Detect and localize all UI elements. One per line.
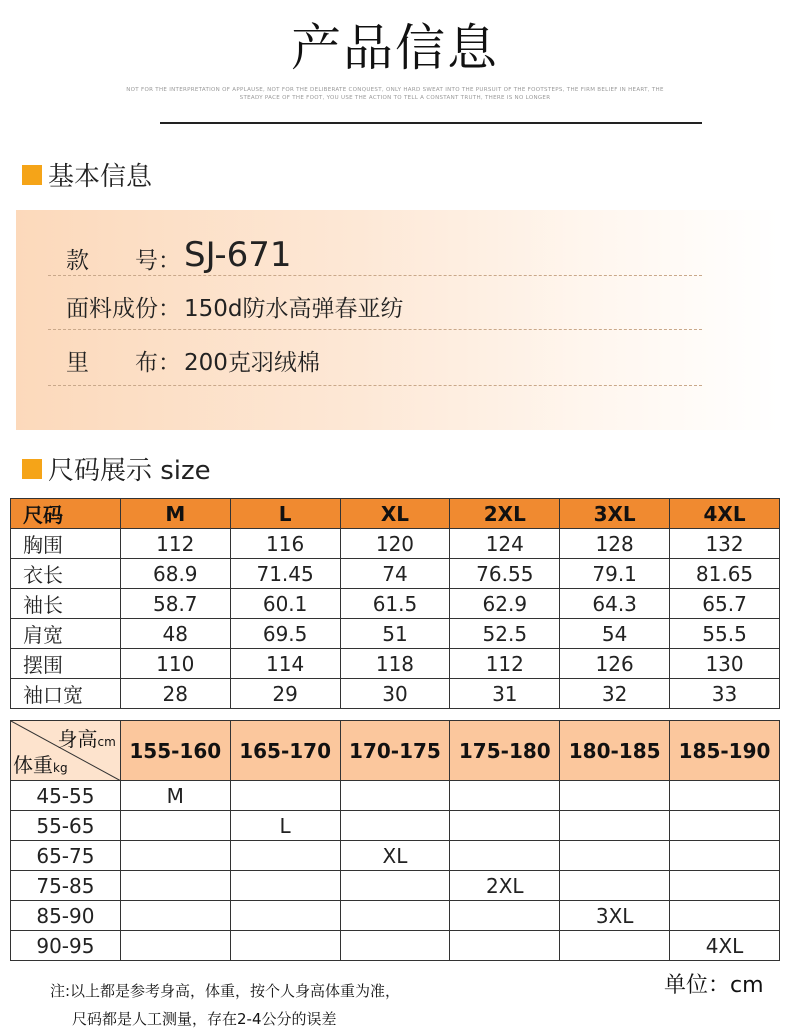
weight-unit: kg (53, 761, 68, 775)
weight-label-text: 体重 (13, 753, 53, 777)
table-row (11, 901, 780, 931)
size-cell (120, 811, 230, 841)
height-header-cell: 185-190 (670, 721, 780, 781)
header-cell: XL (340, 499, 450, 529)
size-cell (560, 931, 670, 961)
info-row-fabric (48, 286, 702, 330)
table-cell: 110 (120, 649, 230, 679)
title-divider (160, 122, 702, 124)
table-cell: 52.5 (450, 619, 560, 649)
table-cell: 118 (340, 649, 450, 679)
page-subtitle: NOT FOR THE INTERPRETATION OF APPLAUSE, NOT FOR THE DELIBERATE CONQUEST, ONLY HARD SWEAT INTO THE PURSUIT OF THE FOOTSTEPS, THE FIRM BELIEF IN HEART, THE STEADY PACE OF THE FOOT, YOU USE THE ACTION TO TELL A CONSTANT TRUTH, THERE IS NO LONGER (126, 87, 664, 101)
size-cell: 4XL (670, 931, 780, 961)
page-title: 产品信息 (291, 19, 499, 77)
size-cell (670, 841, 780, 871)
table-cell: 126 (560, 649, 670, 679)
table-row (11, 781, 780, 811)
table-cell: 81.65 (670, 559, 780, 589)
table-cell: 袖长 (11, 589, 121, 619)
size-cell: L (230, 811, 340, 841)
table-cell: 60.1 (230, 589, 340, 619)
table-row (11, 559, 780, 589)
table-cell: 114 (230, 649, 340, 679)
info-value: 200克羽绒棉 (184, 350, 320, 376)
size-cell (340, 781, 450, 811)
size-cell (230, 901, 340, 931)
header-cell: 尺码 (11, 499, 121, 529)
size-cell (560, 781, 670, 811)
weight-cell: 90-95 (11, 931, 121, 961)
corner-weight-label (13, 749, 68, 778)
size-cell (230, 781, 340, 811)
table-cell: 76.55 (450, 559, 560, 589)
info-label: 面料成份： (66, 296, 181, 322)
footnote-line-1: 注:以上都是参考身高，体重，按个人身高体重为准， (50, 982, 401, 1000)
size-cell (120, 931, 230, 961)
size-cell (340, 871, 450, 901)
height-header-cell: 175-180 (450, 721, 560, 781)
weight-cell: 75-85 (11, 871, 121, 901)
header-cell: 2XL (450, 499, 560, 529)
size-cell (450, 841, 560, 871)
table-cell: 120 (340, 529, 450, 559)
table-cell: 54 (560, 619, 670, 649)
table-cell: 29 (230, 679, 340, 709)
size-cell (450, 931, 560, 961)
info-label: 款 号： (66, 248, 181, 274)
weight-cell: 45-55 (11, 781, 121, 811)
table-cell: 摆围 (11, 649, 121, 679)
size-cell (340, 811, 450, 841)
table-row (11, 649, 780, 679)
table-cell: 74 (340, 559, 450, 589)
height-header-cell: 170-175 (340, 721, 450, 781)
weight-cell: 55-65 (11, 811, 121, 841)
size-cell (340, 901, 450, 931)
size-cell (560, 871, 670, 901)
table-cell: 128 (560, 529, 670, 559)
size-cell: M (120, 781, 230, 811)
size-cell (120, 841, 230, 871)
basic-info-heading-text: 基本信息 (48, 162, 153, 192)
footnote-line-2: 尺码都是人工测量，存在2-4公分的误差 (72, 1010, 337, 1028)
size-heading (22, 450, 211, 487)
size-cell (670, 871, 780, 901)
table-cell: 58.7 (120, 589, 230, 619)
height-header-cell: 155-160 (120, 721, 230, 781)
size-cell: XL (340, 841, 450, 871)
size-cell (230, 931, 340, 961)
header-cell: 4XL (670, 499, 780, 529)
height-label-text: 身高 (57, 727, 98, 751)
info-label: 里 布： (66, 350, 181, 376)
weight-cell: 85-90 (11, 901, 121, 931)
table-cell: 64.3 (560, 589, 670, 619)
table-row (11, 811, 780, 841)
info-value: 150d防水高弹春亚纺 (184, 296, 404, 322)
size-cell (670, 811, 780, 841)
table-cell: 62.9 (450, 589, 560, 619)
corner-cell (11, 721, 121, 781)
table-cell: 33 (670, 679, 780, 709)
basic-info-heading (22, 156, 152, 193)
table-row (11, 841, 780, 871)
table-cell: 112 (450, 649, 560, 679)
table-row (11, 589, 780, 619)
size-cell (450, 781, 560, 811)
table-cell: 112 (120, 529, 230, 559)
table-cell: 55.5 (670, 619, 780, 649)
table-row (11, 871, 780, 901)
table-cell: 68.9 (120, 559, 230, 589)
table-cell: 30 (340, 679, 450, 709)
height-unit: cm (97, 735, 116, 749)
size-cell (340, 931, 450, 961)
size-cell (670, 901, 780, 931)
info-row-style-number (48, 232, 702, 276)
size-heading-text: 尺码展示 size (48, 456, 211, 486)
weight-cell: 65-75 (11, 841, 121, 871)
height-weight-table (10, 720, 780, 961)
table-cell: 48 (120, 619, 230, 649)
size-cell: 3XL (560, 901, 670, 931)
header-cell: 3XL (560, 499, 670, 529)
table-row (11, 529, 780, 559)
table-cell: 袖口宽 (11, 679, 121, 709)
size-cell (450, 811, 560, 841)
size-cell (560, 841, 670, 871)
table-cell: 65.7 (670, 589, 780, 619)
size-cell (120, 901, 230, 931)
table-cell: 肩宽 (11, 619, 121, 649)
table-cell: 124 (450, 529, 560, 559)
table-cell: 71.45 (230, 559, 340, 589)
size-table-header-row (11, 499, 780, 529)
size-cell (560, 811, 670, 841)
corner-height-label (58, 723, 116, 752)
table-cell: 130 (670, 649, 780, 679)
table-row (11, 619, 780, 649)
header-cell: L (230, 499, 340, 529)
table-cell: 61.5 (340, 589, 450, 619)
header-cell: M (120, 499, 230, 529)
unit-label: 单位：cm (664, 973, 764, 998)
table-cell: 79.1 (560, 559, 670, 589)
table-row (11, 679, 780, 709)
table-cell: 28 (120, 679, 230, 709)
size-cell: 2XL (450, 871, 560, 901)
height-header-cell: 180-185 (560, 721, 670, 781)
size-cell (670, 781, 780, 811)
size-cell (120, 871, 230, 901)
table-row (11, 931, 780, 961)
table-cell: 116 (230, 529, 340, 559)
size-table (10, 498, 780, 709)
orange-square-icon (22, 165, 42, 185)
table-cell: 132 (670, 529, 780, 559)
table-cell: 69.5 (230, 619, 340, 649)
info-row-lining (48, 340, 702, 386)
info-value: SJ-671 (184, 235, 292, 275)
table-cell: 51 (340, 619, 450, 649)
table-cell: 胸围 (11, 529, 121, 559)
orange-square-icon (22, 459, 42, 479)
table-cell: 32 (560, 679, 670, 709)
table-cell: 31 (450, 679, 560, 709)
size-cell (230, 841, 340, 871)
size-cell (230, 871, 340, 901)
table-cell: 衣长 (11, 559, 121, 589)
fit-table-header-row (11, 721, 780, 781)
height-header-cell: 165-170 (230, 721, 340, 781)
size-cell (450, 901, 560, 931)
